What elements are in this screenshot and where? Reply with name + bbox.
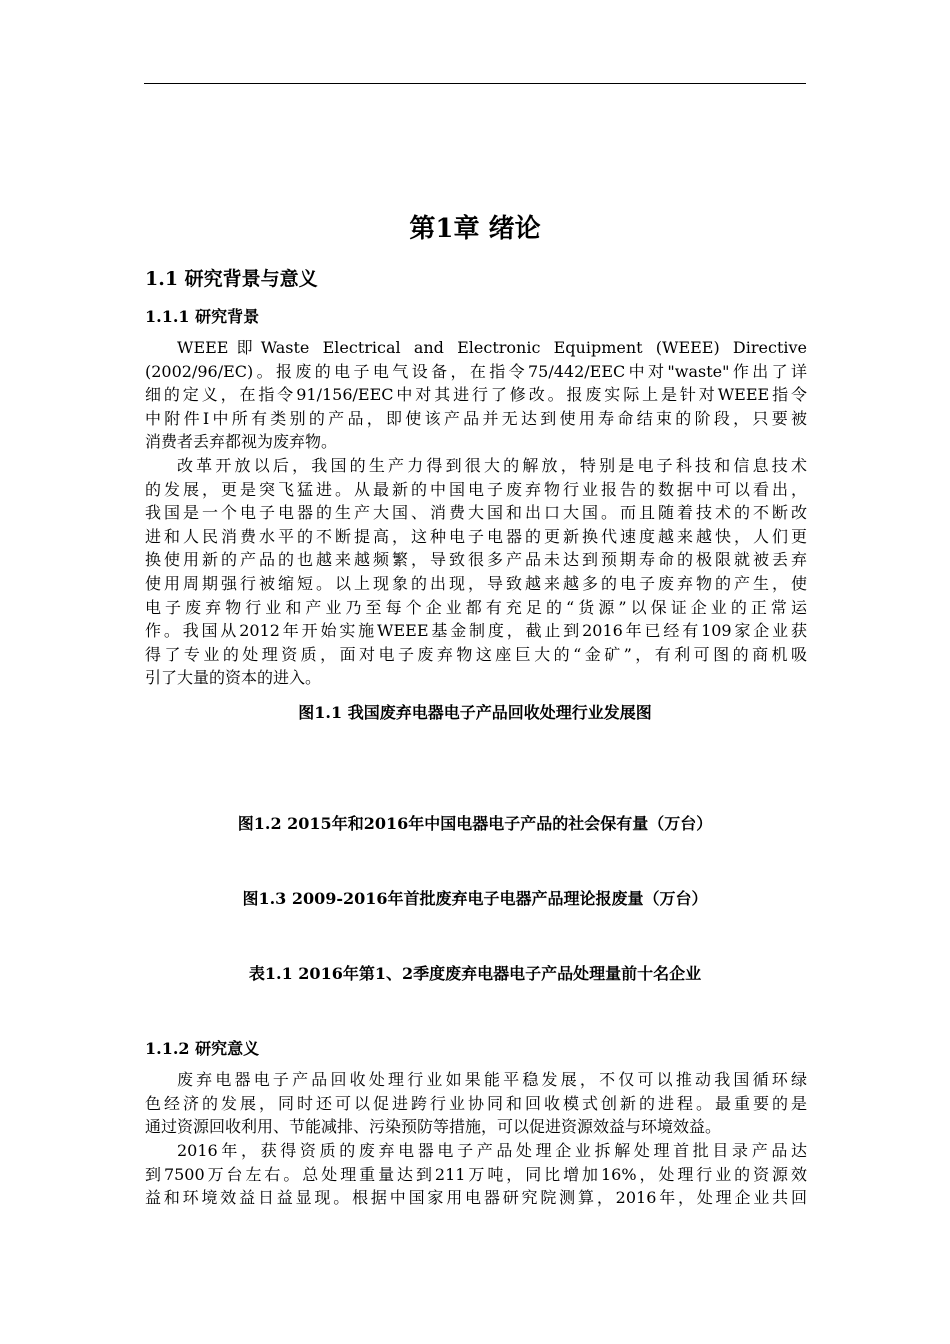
text-line: 改革开放以后，我国的生产力得到很大的解放，特别是电子科技和信息技术 <box>177 456 807 475</box>
text-line: 中附件Ⅰ中所有类别的产品，即使该产品并无达到使用寿命结束的阶段，只要被 <box>145 408 807 428</box>
text-line: 得了专业的处理资质，面对电子废弃物这座巨大的“金矿”，有利可图的商机吸 <box>145 644 807 664</box>
text-line: 进和人民消费水平的不断提高，这种电子电器的更新换代速度越来越快，人们更 <box>145 526 807 546</box>
header-rule <box>144 83 806 84</box>
text-line: 引了大量的资本的进入。 <box>145 668 322 688</box>
text-line: 使用周期强行被缩短。以上现象的出现，导致越来越多的电子废弃物的产生，使 <box>145 573 807 593</box>
text-line: WEEE即Waste Electrical and Electronic Equipment (WEEE) Directive <box>177 338 807 357</box>
text-line: 我国是一个电子电器的生产大国、消费大国和出口大国。而且随着技术的不断改 <box>145 503 807 523</box>
figure-caption-1-3: 图1.3 2009-2016年首批废弃电子电器产品理论报废量（万台） <box>242 889 708 908</box>
text-line: 2016年，获得资质的废弃电器电子产品处理企业拆解处理首批目录产品达 <box>177 1141 807 1160</box>
text-line: (2002/96/EC)。报废的电子电气设备，在指令75/442/EEC中对"waste"作出了详 <box>145 361 807 381</box>
text-line: 换使用新的产品的也越来越频繁，导致很多产品未达到预期寿命的极限就被丢弃 <box>145 550 807 570</box>
text-line: 通过资源回收利用、节能减排、污染预防等措施，可以促进资源效益与环境效益。 <box>145 1117 722 1137</box>
text-line: 益和环境效益日益显现。根据中国家用电器研究院测算，2016年，处理企业共回 <box>145 1188 807 1208</box>
paragraph-2016-statistics <box>145 1139 807 1210</box>
paragraph-industry-background <box>145 454 807 690</box>
text-line: 细的定义，在指令91/156/EEC中对其进行了修改。报废实际上是针对WEEE指令 <box>145 385 807 405</box>
text-line: 的发展，更是突飞猛进。从最新的中国电子废弃物行业报告的数据中可以看出， <box>145 479 807 499</box>
section-heading-1-1-1: 1.1.1 研究背景 <box>145 307 260 326</box>
section-heading-1-1: 1.1 研究背景与意义 <box>145 268 318 290</box>
text-line: 作。我国从2012年开始实施WEEE基金制度，截止到2016年已经有109家企业获 <box>145 621 807 641</box>
table-caption-1-1: 表1.1 2016年第1、2季度废弃电器电子产品处理量前十名企业 <box>248 964 702 983</box>
figure-caption-1-2: 图1.2 2015年和2016年中国电器电子产品的社会保有量（万台） <box>237 814 713 833</box>
figure-caption-1-1: 图1.1 我国废弃电器电子产品回收处理行业发展图 <box>298 703 652 722</box>
paragraph-weee-definition <box>145 336 807 454</box>
paragraph-research-significance <box>145 1068 807 1139</box>
text-line: 废弃电器电子产品回收处理行业如果能平稳发展，不仅可以推动我国循环绿 <box>177 1070 807 1089</box>
text-line: 电子废弃物行业和产业乃至每个企业都有充足的“货源”以保证企业的正常运 <box>145 597 807 617</box>
text-line: 消费者丢弃都视为废弃物。 <box>145 432 338 452</box>
text-line: 色经济的发展，同时还可以促进跨行业协同和回收模式创新的进程。最重要的是 <box>145 1093 807 1113</box>
text-line: 到7500万台左右。总处理重量达到211万吨，同比增加16%，处理行业的资源效 <box>145 1164 807 1184</box>
section-heading-1-1-2: 1.1.2 研究意义 <box>145 1039 260 1058</box>
chapter-title: 第1章 绪论 <box>409 214 541 244</box>
